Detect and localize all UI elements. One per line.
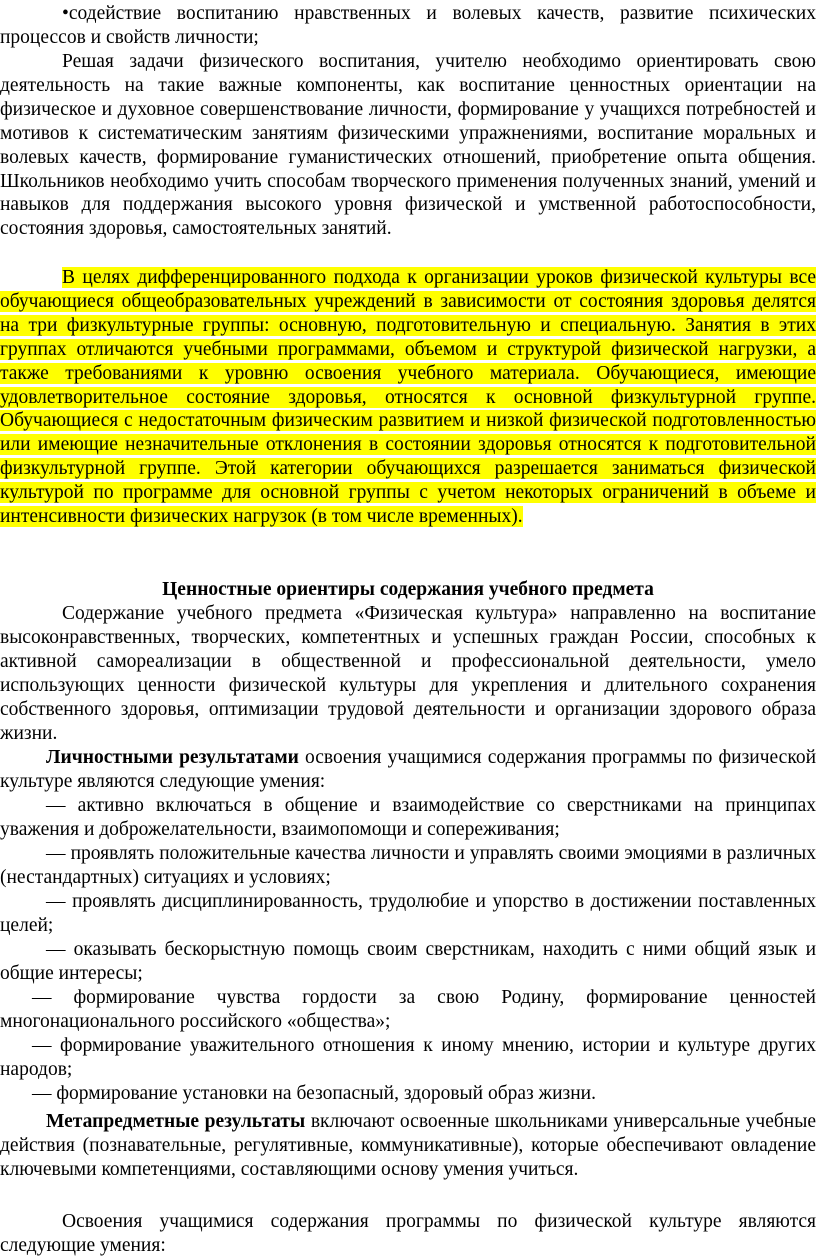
paragraph-meta-results [0,1110,816,1182]
list-item: ― формирование установки на безопасный, здоровый образ жизни. [32,1083,596,1104]
meta-results-text: включают освоенные школьниками универсальные учебные действия (познавательные, регулятивные, коммуникативные), которые обеспечивают овладение ключевыми компетенциями, составляющими основу умения учиться. [0,1111,816,1180]
list-item: — проявлять дисциплинированность, трудолюбие и упорство в достижении поставленных целей; [0,891,816,936]
list-item: — проявлять положительные качества личности и управлять своими эмоциями в различных (нестандартных) ситуациях и условиях; [0,843,816,888]
paragraph-tasks: Решая задачи физического воспитания, учителю необходимо ориентировать свою деятельность на такие важные компоненты, как воспитание ценностных ориентации на физическое и духовное совершенствование личности, формирование у учащихся потребностей и мотивов к систематическим занятиям физическими упражнениями, воспитание моральных и волевых качеств, формирование гуманистических отношений, приобретение опыта общения. Школьников необходимо учить способам творческого применения полученных знаний, умений и навыков для поддержания высокого уровня физической и умственной работоспособности, состояния здоровья, самостоятельных занятий. [0,51,816,240]
paragraph-content: Содержание учебного предмета «Физическая культура» направленно на воспитание высоконравственных, творческих, компетентных и успешных граждан России, способных к активной самореализации в общественной и профессиональной деятельности, умело использующих ценности физической культуры для укрепления и длительного сохранения собственного здоровья, оптимизации трудовой деятельности и организации здорового образа жизни. [0,603,816,744]
paragraph-intro-bullet: •содействие воспитанию нравственных и волевых качеств, развитие психических процессов и свойств личности; [0,3,816,48]
highlighted-text: В целях дифференцированного подхода к организации уроков физической культуры все обучающиеся общеобразовательных учреждений в зависимости от состояния здоровья делятся на три физкультурные группы: основную, подготовительную и специальную. Занятия в этих группах отличаются учебными программами, объемом и структурой физической нагрузки, а также требованиями к уровню освоения учебного материала. Обучающиеся, имеющие удовлетворительное состояние здоровья, относятся к основной физкультурной группе. Обучающиеся с недостаточным физическим развитием и низкой физической подготовленностью или имеющие незначительные отклонения в состоянии здоровья относятся к подготовительной физкультурной группе. Этой категории обучающихся разрешается заниматься физической культурой по программе для основной группы с учетом некоторых ограничений в объеме и интенсивности физических нагрузок (в том числе временных). [0,267,816,528]
paragraph-last: Освоения учащимися содержания программы по физической культуре являются следующие умения: [0,1211,816,1256]
personal-results-text: освоения учащимися содержания программы по физической культуре являются следующие умения: [0,747,816,792]
paragraph-personal-results [0,746,816,794]
list-item: ― формирование чувства гордости за свою Родину, формирование ценностей многонационального российского «общества»; [0,987,816,1032]
section-heading: Ценностные ориентиры содержания учебного предмета [162,579,654,600]
list-item: ― формирование уважительного отношения к иному мнению, истории и культуре других народов; [0,1035,816,1080]
list-item: — оказывать бескорыстную помощь своим сверстникам, находить с ними общий язык и общие интересы; [0,939,816,984]
paragraph-health-groups [0,266,816,529]
meta-results-label: Метапредметные результаты [46,1111,306,1132]
list-item: — активно включаться в общение и взаимодействие со сверстниками на принципах уважения и доброжелательности, взаимопомощи и сопереживания; [0,795,816,840]
personal-results-label: Личностными результатами [46,747,299,768]
